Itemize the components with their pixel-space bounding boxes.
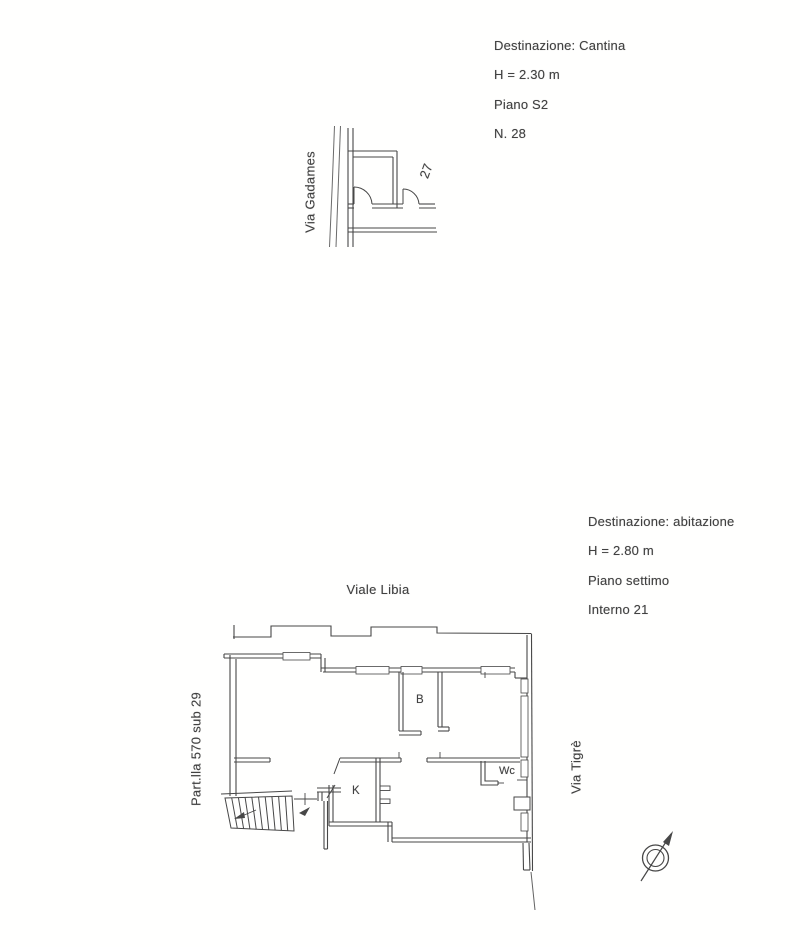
cantina-plan-walls bbox=[330, 126, 438, 247]
viale-libia-street-label: Viale Libia bbox=[346, 582, 410, 597]
abitazione-piano: Piano settimo bbox=[588, 572, 670, 588]
abitazione-destinazione: Destinazione: abitazione bbox=[588, 514, 735, 529]
cantina-info-block bbox=[494, 31, 625, 149]
via-tigre-wall bbox=[514, 634, 535, 910]
cantina-numero: N. 28 bbox=[494, 126, 527, 142]
via-gadames-street-lines bbox=[330, 126, 341, 247]
abitazione-info-block bbox=[588, 507, 734, 625]
via-tigre-street-label: Via Tigrè bbox=[568, 740, 584, 794]
abitazione-altezza: H = 2.80 m bbox=[588, 543, 654, 559]
cantina-unit-number-label: 27 bbox=[416, 161, 436, 181]
parcel-label: Part.lla 570 sub 29 bbox=[188, 691, 204, 807]
cantina-piano: Piano S2 bbox=[494, 96, 549, 112]
cantina-door-arcs bbox=[354, 187, 419, 204]
via-gadames-street-label: Via Gadames bbox=[302, 151, 318, 233]
room-label-bagno: B bbox=[416, 694, 424, 706]
apartment-plan-walls bbox=[221, 625, 535, 910]
apartment-exterior-top-outline bbox=[233, 625, 532, 639]
cantina-altezza: H = 2.30 m bbox=[494, 67, 560, 83]
cantina-destinazione: Destinazione: Cantina bbox=[494, 38, 626, 53]
room-label-cucina: K bbox=[352, 785, 360, 797]
abitazione-interno: Interno 21 bbox=[588, 602, 649, 618]
room-b-walls bbox=[399, 672, 449, 735]
room-label-wc: Wc bbox=[499, 765, 515, 777]
kitchen-walls bbox=[329, 758, 392, 842]
staircase bbox=[221, 791, 294, 831]
compass-north-arrow-icon bbox=[641, 831, 673, 881]
entrance-door-symbols bbox=[294, 758, 341, 816]
